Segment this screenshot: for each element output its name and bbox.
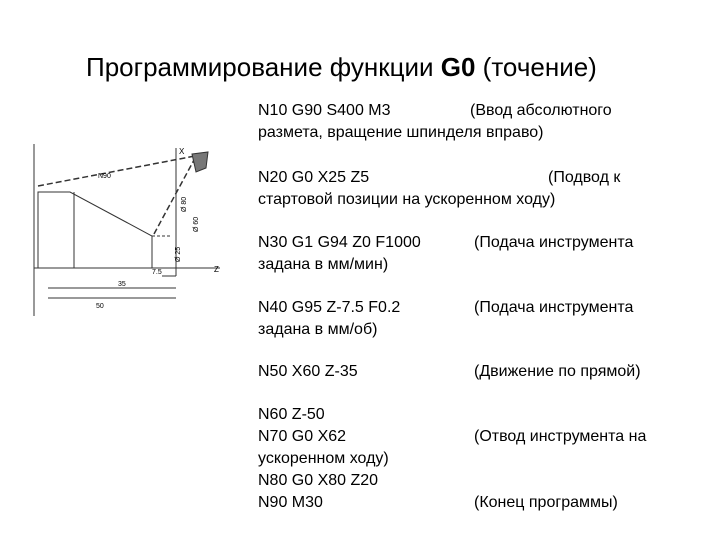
diameter-25-label: Ø 25	[175, 246, 182, 262]
comment-n90: (Конец программы)	[474, 494, 618, 511]
z-35-label: 35	[118, 281, 126, 288]
comment-n20: (Подвод к	[548, 169, 621, 186]
code-n50: N50 X60 Z-35	[258, 363, 358, 380]
code-n60: N60 Z-50	[258, 406, 325, 423]
part-profile	[38, 192, 152, 268]
comment-n50: (Движение по прямой)	[474, 363, 641, 380]
code-n70: N70 G0 X62	[258, 428, 347, 445]
code-n40-cont: задана в мм/об)	[258, 321, 378, 338]
comment-n20-cont: стартовой позиции на ускоренном ходу)	[258, 191, 556, 208]
title-prefix: Программирование функции	[86, 52, 441, 82]
code-n10: N10 G90 S400 M3	[258, 102, 391, 119]
comment-n40: (Подача инструмента	[474, 299, 634, 316]
tool-icon	[192, 152, 208, 172]
comment-n10-cont: размета, вращение шпинделя вправо)	[258, 124, 544, 141]
rapid-move-path	[38, 156, 195, 186]
comment-n10: (Ввод абсолютного	[470, 102, 612, 119]
comment-n70-cont: ускоренном ходу)	[258, 450, 389, 467]
n-label: N90	[98, 173, 111, 180]
z-axis-label: Z	[214, 265, 219, 274]
code-n30-cont: задана в мм/мин)	[258, 256, 389, 273]
title-bold: G0	[440, 52, 476, 82]
code-n20: N20 G0 X25 Z5	[258, 169, 370, 186]
diameter-60-label: Ø 60	[193, 216, 200, 232]
diameter-80-label: Ø 80	[181, 196, 188, 212]
x-axis-label: X	[179, 147, 185, 156]
comment-n70: (Отвод инструмента на	[474, 428, 647, 445]
code-n80: N80 G0 X80 Z20	[258, 472, 379, 489]
approach-path	[154, 160, 194, 234]
z-7-5-label: 7.5	[152, 269, 162, 276]
code-n40: N40 G95 Z-7.5 F0.2	[258, 299, 401, 316]
code-n30: N30 G1 G94 Z0 F1000	[258, 234, 421, 251]
code-n90: N90 M30	[258, 494, 323, 511]
z-50-label: 50	[96, 303, 104, 310]
title-suffix: (точение)	[475, 52, 597, 82]
slide-title	[86, 52, 597, 83]
turning-diagram	[30, 140, 255, 320]
comment-n30: (Подача инструмента	[474, 234, 634, 251]
